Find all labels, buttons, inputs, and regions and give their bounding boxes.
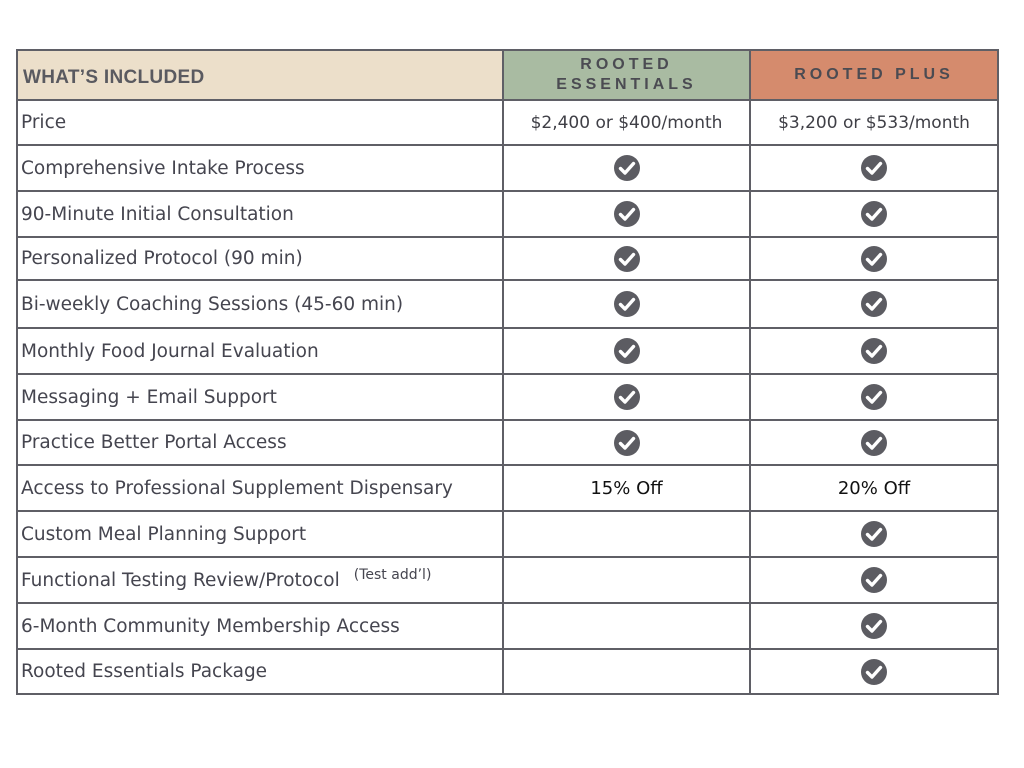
- table-row: [18, 144, 997, 190]
- check-icon: [860, 154, 888, 182]
- check-icon: [860, 612, 888, 640]
- header-rooted-plus: [751, 51, 997, 99]
- plus-cell: [751, 101, 997, 144]
- feature-label: Comprehensive Intake Process: [21, 157, 305, 179]
- table-row: [18, 556, 997, 602]
- essentials-cell: [504, 192, 751, 236]
- check-icon: [860, 200, 888, 228]
- feature-label: Messaging + Email Support: [21, 386, 277, 408]
- feature-label: Monthly Food Journal Evaluation: [21, 340, 319, 362]
- plus-cell: [751, 558, 997, 602]
- plus-cell: [751, 281, 997, 327]
- table-row: [18, 99, 997, 144]
- plus-cell: [751, 146, 997, 190]
- check-icon: [860, 429, 888, 457]
- plus-cell: [751, 466, 997, 510]
- plus-cell: [751, 604, 997, 648]
- essentials-cell: [504, 281, 751, 327]
- comparison-table: [16, 49, 999, 695]
- table-row: [18, 602, 997, 648]
- essentials-cell: [504, 238, 751, 279]
- plus-cell: [751, 329, 997, 373]
- essentials-cell: [504, 650, 751, 693]
- check-icon: [860, 383, 888, 411]
- check-icon: [613, 290, 641, 318]
- feature-label: Practice Better Portal Access: [21, 432, 287, 453]
- plus-discount: 20% Off: [837, 477, 911, 499]
- check-icon: [613, 337, 641, 365]
- table-row: [18, 279, 997, 327]
- feature-cell: [18, 238, 504, 279]
- essentials-cell: [504, 421, 751, 464]
- feature-cell: [18, 421, 504, 464]
- table-row: [18, 327, 997, 373]
- header-rooted-essentials: [504, 51, 751, 99]
- plus-cell: [751, 512, 997, 556]
- essentials-cell: [504, 466, 751, 510]
- feature-cell: [18, 192, 504, 236]
- essentials-cell: [504, 604, 751, 648]
- feature-cell: [18, 558, 504, 602]
- header-rooted-essentials-label: ROOTED ESSENTIALS: [556, 56, 697, 93]
- feature-cell: [18, 375, 504, 419]
- check-icon: [860, 658, 888, 686]
- check-icon: [860, 337, 888, 365]
- feature-cell: [18, 281, 504, 327]
- table-row: [18, 464, 997, 510]
- check-icon: [613, 200, 641, 228]
- table-row: [18, 648, 997, 693]
- essentials-cell: [504, 101, 751, 144]
- table-row: [18, 373, 997, 419]
- plus-cell: [751, 375, 997, 419]
- feature-cell: [18, 650, 504, 693]
- table-row: [18, 510, 997, 556]
- essentials-cell: [504, 375, 751, 419]
- check-icon: [613, 245, 641, 273]
- essentials-cell: [504, 512, 751, 556]
- check-icon: [860, 566, 888, 594]
- plus-cell: [751, 192, 997, 236]
- check-icon: [860, 245, 888, 273]
- feature-cell: [18, 604, 504, 648]
- feature-label: Price: [21, 112, 67, 133]
- feature-label: Personalized Protocol (90 min): [21, 248, 303, 269]
- feature-cell: [18, 329, 504, 373]
- check-icon: [860, 290, 888, 318]
- feature-label: 90-Minute Initial Consultation: [21, 203, 294, 225]
- feature-label: Functional Testing Review/Protocol: [21, 569, 340, 591]
- table-row: [18, 190, 997, 236]
- header-whats-included: [18, 51, 504, 99]
- feature-cell: [18, 146, 504, 190]
- check-icon: [613, 383, 641, 411]
- feature-cell: [18, 101, 504, 144]
- feature-label: Custom Meal Planning Support: [21, 523, 307, 545]
- table-row: [18, 236, 997, 279]
- header-whats-included-label: WHAT’S INCLUDED: [23, 67, 205, 88]
- essentials-price: $2,400 or $400/month: [530, 112, 723, 133]
- feature-label: Access to Professional Supplement Dispensary: [21, 477, 453, 499]
- check-icon: [860, 520, 888, 548]
- check-icon: [613, 154, 641, 182]
- feature-label: Rooted Essentials Package: [21, 661, 268, 682]
- feature-note: (Test add’l): [353, 567, 432, 583]
- plus-cell: [751, 238, 997, 279]
- feature-cell: [18, 512, 504, 556]
- essentials-cell: [504, 146, 751, 190]
- essentials-cell: [504, 329, 751, 373]
- table-header-row: [18, 51, 997, 99]
- header-rooted-plus-label: ROOTED PLUS: [794, 66, 954, 83]
- feature-cell: [18, 466, 504, 510]
- check-icon: [613, 429, 641, 457]
- plus-cell: [751, 650, 997, 693]
- essentials-cell: [504, 558, 751, 602]
- feature-label: Bi-weekly Coaching Sessions (45-60 min): [21, 293, 404, 315]
- plus-price: $3,200 or $533/month: [778, 112, 970, 133]
- plus-cell: [751, 421, 997, 464]
- feature-label: 6-Month Community Membership Access: [21, 615, 400, 637]
- table-row: [18, 419, 997, 464]
- essentials-discount: 15% Off: [590, 477, 663, 499]
